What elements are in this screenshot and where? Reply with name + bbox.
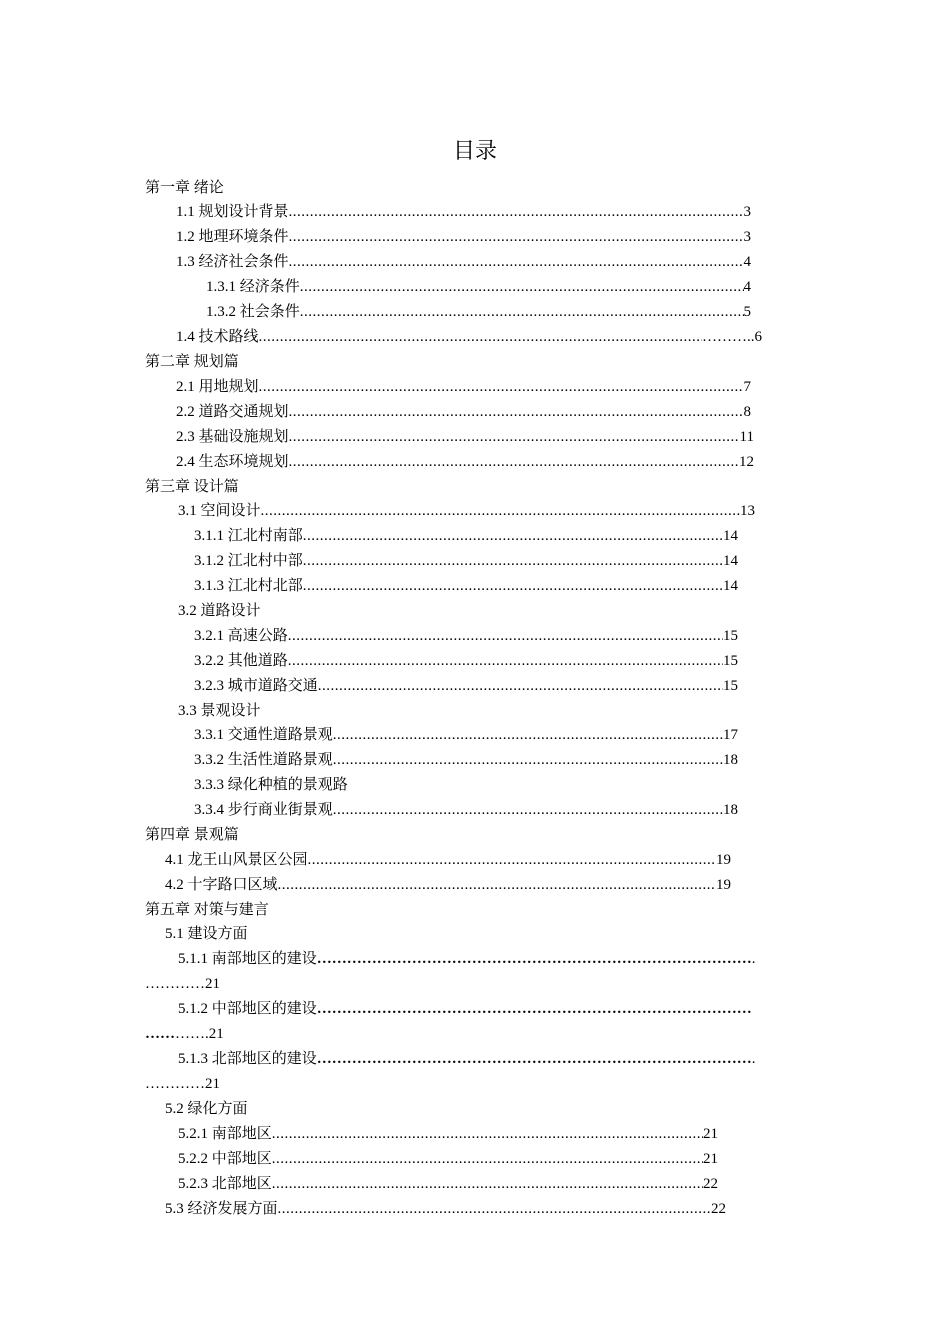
toc-entry-page: 21 <box>703 1151 718 1167</box>
toc-entry-label: 3.2.2 其他道路 <box>194 653 288 669</box>
toc-entry-5-3[interactable] <box>165 1197 726 1221</box>
toc-entry-1-3[interactable] <box>176 250 751 274</box>
toc-entry-page: 3 <box>743 204 751 220</box>
toc-entry-page: 6 <box>754 329 762 345</box>
chapter-5-heading: 第五章 对策与建言 <box>145 902 269 918</box>
toc-entry-3-1-3[interactable] <box>194 574 738 598</box>
toc-heading-5-1[interactable]: 5.1 建设方面 <box>165 926 248 942</box>
toc-entry-5-1-3-continuation[interactable]: …………21 <box>145 1076 220 1092</box>
toc-entry-label: 1.3.2 社会条件 <box>206 304 300 320</box>
dot-leader <box>303 574 723 598</box>
toc-entry-label: 4.2 十字路口区域 <box>165 877 278 893</box>
toc-entry-page: 15 <box>723 678 738 694</box>
toc-heading-5-2[interactable]: 5.2 绿化方面 <box>165 1101 248 1117</box>
toc-entry-2-3[interactable] <box>176 425 754 449</box>
dot-leader <box>333 723 723 747</box>
dot-leader: …………………………………………………………………………… <box>316 1001 752 1017</box>
toc-entry-1-2[interactable] <box>176 225 751 249</box>
dot-leader <box>272 1147 703 1171</box>
dot-leader <box>300 300 744 324</box>
page-title: 目录 <box>452 138 497 163</box>
toc-entry-page: 18 <box>723 752 738 768</box>
toc-entry-page: 5 <box>743 304 751 320</box>
toc-entry-4-1[interactable] <box>165 848 731 872</box>
dot-leader: …………………………………………………………………………… <box>316 951 752 967</box>
toc-entry-3-1-2[interactable] <box>194 549 738 573</box>
toc-entry-page: 7 <box>743 379 751 395</box>
toc-entry-label: 3.1.3 江北村北部 <box>194 578 303 594</box>
chapter-3-heading: 第三章 设计篇 <box>145 479 239 495</box>
dot-leader-end: . <box>751 1051 756 1067</box>
toc-entry-3-1[interactable] <box>178 499 755 523</box>
dot-leader <box>318 674 723 698</box>
dot-leader <box>261 499 740 523</box>
toc-entry-page: 22 <box>703 1176 718 1192</box>
toc-entry-1-1[interactable] <box>176 200 751 224</box>
dot-leader <box>272 1122 703 1146</box>
toc-entry-page: 15 <box>723 653 738 669</box>
toc-entry-2-4[interactable] <box>176 450 754 474</box>
toc-entry-3-1-1[interactable] <box>194 524 738 548</box>
toc-entry-3-3-1[interactable] <box>194 723 738 747</box>
toc-entry-label: 5.1.1 南部地区的建设 <box>178 951 317 967</box>
dot-leader <box>289 225 744 249</box>
toc-entry-1-4[interactable] <box>176 325 762 349</box>
dot-leader <box>259 325 702 349</box>
toc-entry-5-1-2[interactable] <box>178 997 810 1021</box>
dot-leader <box>308 848 716 872</box>
dot-leader <box>303 524 723 548</box>
toc-entry-page: 14 <box>723 528 738 544</box>
toc-entry-label: 5.2.3 北部地区 <box>178 1176 272 1192</box>
toc-entry-label: 3.3.2 生活性道路景观 <box>194 752 333 768</box>
toc-entry-label: 1.4 技术路线 <box>176 329 259 345</box>
toc-entry-5-2-3[interactable] <box>178 1172 718 1196</box>
toc-heading-3-3[interactable]: 3.3 景观设计 <box>178 703 261 719</box>
dot-leader <box>259 375 744 399</box>
toc-entry-page: 22 <box>711 1201 726 1217</box>
toc-entry-tail: ……….. <box>702 329 755 345</box>
toc-entry-3-2-1[interactable] <box>194 624 738 648</box>
toc-entry-page: 14 <box>723 578 738 594</box>
toc-entry-page: 19 <box>716 852 731 868</box>
dot-leader <box>289 450 739 474</box>
toc-entry-label: 1.3 经济社会条件 <box>176 254 289 270</box>
toc-entry-label: 2.1 用地规划 <box>176 379 259 395</box>
dot-leader <box>300 275 744 299</box>
toc-entry-page: 4 <box>743 279 751 295</box>
toc-entry-3-2-2[interactable] <box>194 649 738 673</box>
toc-entry-label: 2.4 生态环境规划 <box>176 454 289 470</box>
dot-leader <box>278 1197 711 1221</box>
toc-entry-page: 15 <box>723 628 738 644</box>
toc-entry-page: 18 <box>723 802 738 818</box>
toc-entry-5-2-1[interactable] <box>178 1122 718 1146</box>
toc-entry-label: 2.3 基础设施规划 <box>176 429 289 445</box>
toc-entry-label: 1.3.1 经济条件 <box>206 279 300 295</box>
toc-entry-label: 5.1.2 中部地区的建设 <box>178 1001 317 1017</box>
dot-leader <box>272 1172 703 1196</box>
dot-leader <box>288 624 723 648</box>
toc-heading-3-2[interactable]: 3.2 道路设计 <box>178 603 261 619</box>
dot-leader-end: . <box>751 951 756 967</box>
toc-entry-3-3-2[interactable] <box>194 748 738 772</box>
dot-leader <box>333 798 723 822</box>
dot-leader <box>288 649 723 673</box>
toc-entry-label: 4.1 龙王山风景区公园 <box>165 852 308 868</box>
toc-entry-page: 12 <box>739 454 754 470</box>
dot-leader <box>289 400 744 424</box>
toc-entry-label: 1.2 地理环境条件 <box>176 229 289 245</box>
toc-entry-label: 1.1 规划设计背景 <box>176 204 289 220</box>
toc-heading-3-3-3[interactable]: 3.3.3 绿化种植的景观路 <box>194 777 348 793</box>
chapter-4-heading: 第四章 景观篇 <box>145 827 239 843</box>
toc-entry-5-2-2[interactable] <box>178 1147 718 1171</box>
dot-leader: …… <box>145 1026 175 1042</box>
toc-entry-label: 3.1 空间设计 <box>178 503 261 519</box>
chapter-2-heading: 第二章 规划篇 <box>145 354 239 370</box>
dot-leader <box>289 250 744 274</box>
toc-entry-label: 3.1.1 江北村南部 <box>194 528 303 544</box>
toc-entry-page: 11 <box>739 429 754 445</box>
toc-entry-5-1-1-continuation[interactable]: …………21 <box>145 976 220 992</box>
toc-entry-page: 3 <box>743 229 751 245</box>
toc-entry-page: 17 <box>723 727 738 743</box>
toc-entry-5-1-1[interactable] <box>178 947 810 971</box>
dot-leader: …………………………………………………………………………… <box>316 1051 752 1067</box>
dot-leader <box>303 549 723 573</box>
dot-leader <box>289 200 744 224</box>
toc-entry-2-1[interactable] <box>176 375 751 399</box>
toc-entry-label: 3.3.4 步行商业街景观 <box>194 802 333 818</box>
toc-entry-label: 5.2.1 南部地区 <box>178 1126 272 1142</box>
dot-leader <box>333 748 723 772</box>
toc-entry-page: 14 <box>723 553 738 569</box>
toc-entry-label: 3.2.1 高速公路 <box>194 628 288 644</box>
toc-entry-page: 13 <box>740 503 755 519</box>
toc-entry-page: 21 <box>703 1126 718 1142</box>
toc-entry-page: 8 <box>743 404 751 420</box>
toc-entry-5-1-3[interactable] <box>178 1047 810 1071</box>
toc-entry-page: 19 <box>716 877 731 893</box>
toc-entry-label: 3.2.3 城市道路交通 <box>194 678 318 694</box>
toc-entry-page: 4 <box>743 254 751 270</box>
toc-entry-label: 2.2 道路交通规划 <box>176 404 289 420</box>
toc-entry-4-2[interactable] <box>165 873 731 897</box>
toc-entry-label: 3.1.2 江北村中部 <box>194 553 303 569</box>
toc-entry-3-2-3[interactable] <box>194 674 738 698</box>
toc-entry-label: 5.2.2 中部地区 <box>178 1151 272 1167</box>
toc-entry-label: 3.3.1 交通性道路景观 <box>194 727 333 743</box>
toc-entry-1-3-1[interactable] <box>206 275 751 299</box>
toc-entry-page: …….21 <box>175 1026 224 1042</box>
chapter-1-heading: 第一章 绪论 <box>145 180 224 196</box>
dot-leader <box>289 425 740 449</box>
toc-entry-label: 5.1.3 北部地区的建设 <box>178 1051 317 1067</box>
toc-entry-1-3-2[interactable] <box>206 300 751 324</box>
toc-entry-3-3-4[interactable] <box>194 798 738 822</box>
toc-entry-label: 5.3 经济发展方面 <box>165 1201 278 1217</box>
dot-leader <box>278 873 716 897</box>
toc-entry-2-2[interactable] <box>176 400 751 424</box>
toc-entry-5-1-2-continuation[interactable] <box>145 1022 224 1046</box>
